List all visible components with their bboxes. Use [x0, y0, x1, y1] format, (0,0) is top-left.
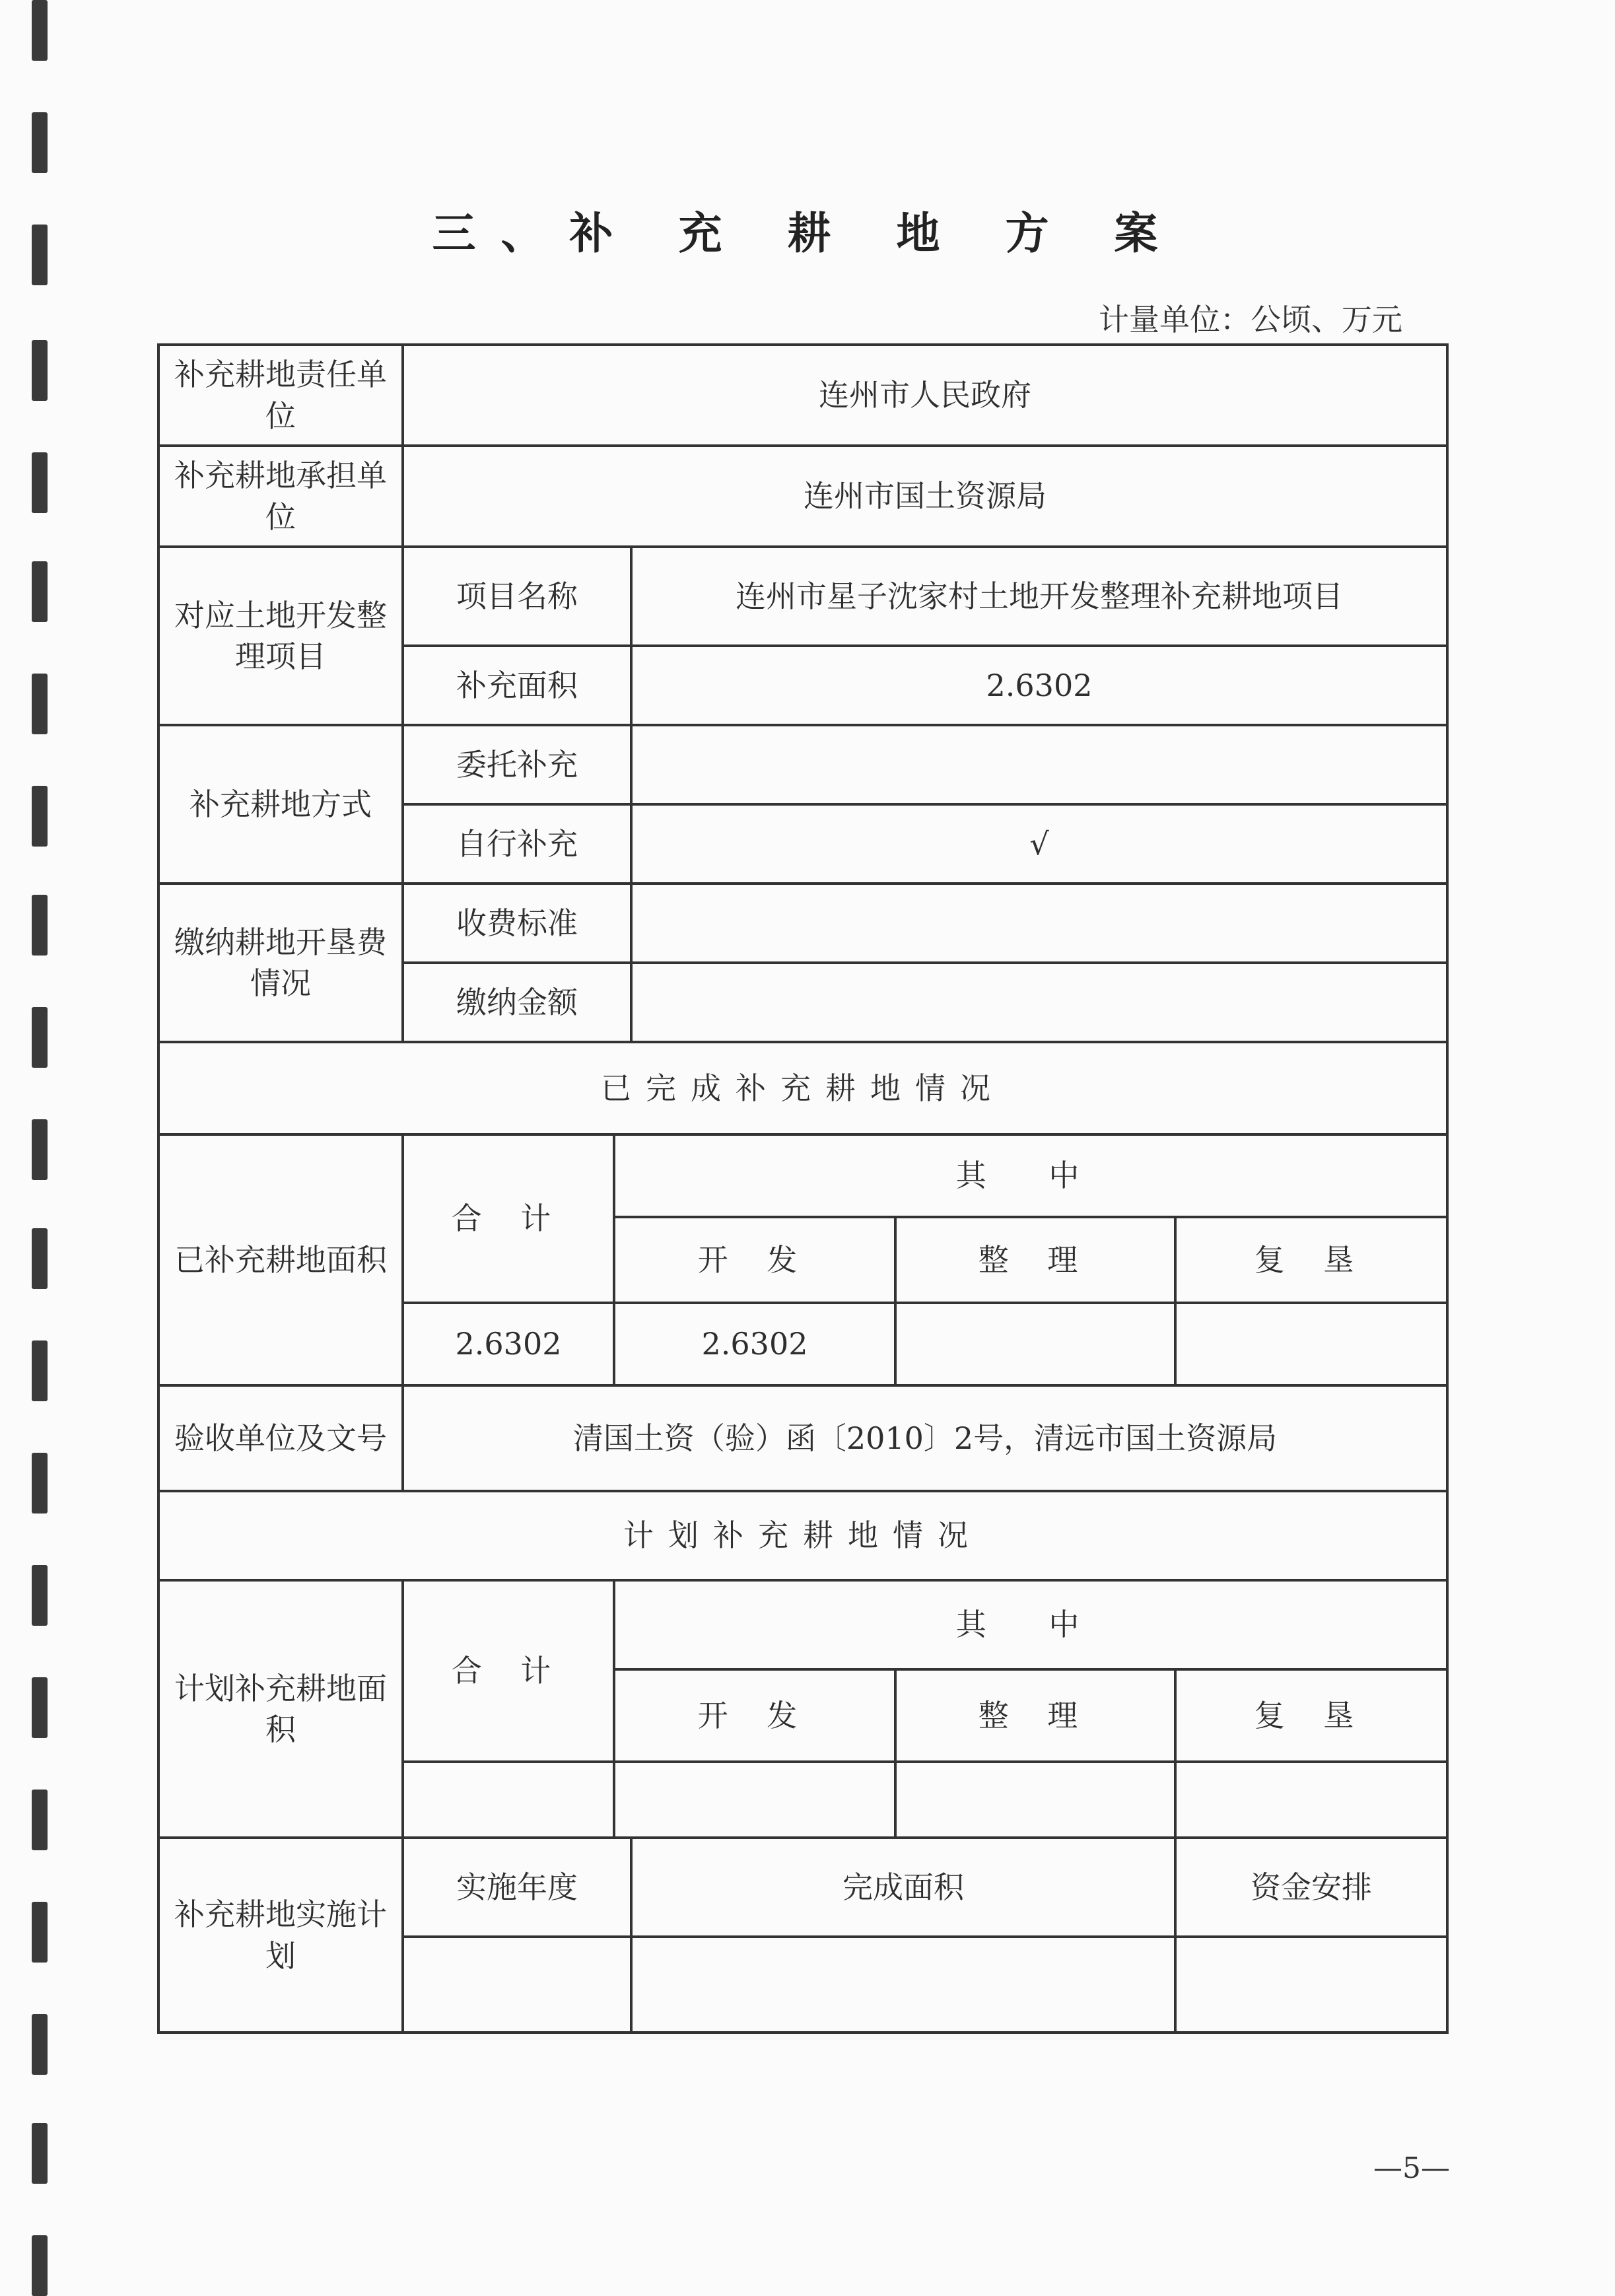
- acceptance-value: 清国土资（验）函〔2010〕2号，清远市国土资源局: [403, 1385, 1447, 1491]
- completed-reclaim-label: 复 垦: [1175, 1217, 1447, 1303]
- self-supplement-label: 自行补充: [403, 804, 631, 884]
- completed-reclaim-value: [1175, 1303, 1447, 1385]
- planned-section-title: 计划补充耕地情况: [158, 1491, 1447, 1580]
- self-supplement-check: √: [631, 804, 1447, 884]
- planned-arrange-value: [895, 1762, 1175, 1838]
- completed-area-label: 已补充耕地面积: [158, 1134, 403, 1385]
- binding-hole: [32, 2014, 48, 2075]
- planned-area-label: 计划补充耕地面积: [158, 1580, 403, 1838]
- table-row: [158, 1580, 1447, 1669]
- binding-hole: [32, 1340, 48, 1401]
- binding-holes: [26, 0, 53, 2294]
- units-note: 计量单位：公顷、万元: [1099, 302, 1402, 337]
- table-row: [158, 547, 1447, 646]
- binding-hole: [32, 1902, 48, 1963]
- binding-hole: [32, 340, 48, 401]
- implementation-area-value: [631, 1937, 1175, 2033]
- binding-hole: [32, 452, 48, 513]
- binding-hole: [32, 786, 48, 847]
- table-row: [158, 725, 1447, 804]
- binding-hole: [32, 112, 48, 173]
- project-name-label: 项目名称: [403, 547, 631, 646]
- planned-develop-value: [614, 1762, 895, 1838]
- completed-total-value: 2.6302: [403, 1303, 614, 1385]
- undertaking-unit-value: 连州市国土资源局: [403, 446, 1447, 547]
- binding-hole: [32, 1677, 48, 1738]
- planned-arrange-label: 整 理: [895, 1669, 1175, 1762]
- undertaking-unit-label: 补充耕地承担单位: [158, 446, 403, 547]
- binding-hole: [32, 561, 48, 622]
- planned-of-which-label: 其 中: [614, 1580, 1447, 1669]
- binding-hole: [32, 1007, 48, 1068]
- page-title: 三、补 充 耕 地 方 案: [432, 207, 1183, 259]
- implementation-area-label: 完成面积: [631, 1838, 1175, 1937]
- supplement-area-value: 2.6302: [631, 646, 1447, 725]
- method-label: 补充耕地方式: [158, 725, 403, 884]
- completed-arrange-label: 整 理: [895, 1217, 1175, 1303]
- binding-hole: [32, 0, 48, 61]
- planned-total-label: 合 计: [403, 1580, 614, 1762]
- binding-hole: [32, 674, 48, 734]
- table-row: [158, 1042, 1447, 1134]
- binding-hole: [32, 895, 48, 956]
- binding-hole: [32, 1119, 48, 1180]
- table-row: [158, 1838, 1447, 1937]
- binding-hole: [32, 1790, 48, 1850]
- entrust-value: [631, 725, 1447, 804]
- table-row: [158, 884, 1447, 963]
- binding-hole: [32, 1228, 48, 1289]
- table-row: [158, 345, 1447, 446]
- implementation-year-label: 实施年度: [403, 1838, 631, 1937]
- implementation-year-value: [403, 1937, 631, 2033]
- fee-amount-label: 缴纳金额: [403, 963, 631, 1042]
- completed-arrange-value: [895, 1303, 1175, 1385]
- entrust-label: 委托补充: [403, 725, 631, 804]
- implementation-fund-value: [1175, 1937, 1447, 2033]
- fee-amount-value: [631, 963, 1447, 1042]
- completed-total-label: 合 计: [403, 1134, 614, 1303]
- completed-develop-label: 开 发: [614, 1217, 895, 1303]
- table-row: [158, 1491, 1447, 1580]
- binding-hole: [32, 2123, 48, 2184]
- planned-reclaim-value: [1175, 1762, 1447, 1838]
- farmland-plan-table: [157, 343, 1449, 2034]
- table-row: [158, 1134, 1447, 1217]
- binding-hole: [32, 1565, 48, 1626]
- binding-hole: [32, 2235, 48, 2296]
- table-row: [158, 1385, 1447, 1491]
- binding-hole: [32, 1453, 48, 1513]
- page-number: —5—: [1373, 2151, 1450, 2185]
- planned-reclaim-label: 复 垦: [1175, 1669, 1447, 1762]
- planned-total-value: [403, 1762, 614, 1838]
- completed-section-title: 已完成补充耕地情况: [158, 1042, 1447, 1134]
- acceptance-label: 验收单位及文号: [158, 1385, 403, 1491]
- project-name-value: 连州市星子沈家村土地开发整理补充耕地项目: [631, 547, 1447, 646]
- supplement-area-label: 补充面积: [403, 646, 631, 725]
- responsible-unit-label: 补充耕地责任单位: [158, 345, 403, 446]
- implementation-fund-label: 资金安排: [1175, 1838, 1447, 1937]
- table-row: [158, 446, 1447, 547]
- fee-standard-value: [631, 884, 1447, 963]
- implementation-label: 补充耕地实施计划: [158, 1838, 403, 2033]
- planned-develop-label: 开 发: [614, 1669, 895, 1762]
- completed-of-which-label: 其 中: [614, 1134, 1447, 1217]
- fee-standard-label: 收费标准: [403, 884, 631, 963]
- project-label: 对应土地开发整理项目: [158, 547, 403, 725]
- responsible-unit-value: 连州市人民政府: [403, 345, 1447, 446]
- completed-develop-value: 2.6302: [614, 1303, 895, 1385]
- fee-label: 缴纳耕地开垦费情况: [158, 884, 403, 1042]
